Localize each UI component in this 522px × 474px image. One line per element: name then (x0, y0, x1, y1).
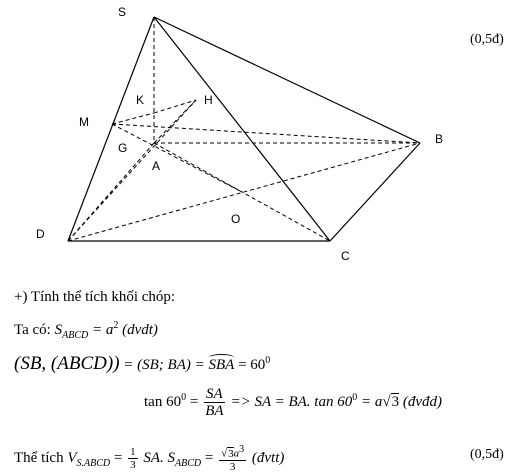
label-K: K (136, 93, 145, 107)
score-first: (0,5đ) (470, 32, 504, 47)
score-second: (0,5đ) (470, 447, 504, 462)
angle-arc: SBA (208, 357, 235, 373)
line-tan: $\tan 60^0$ = $\frac{SA}{BA}$ => SA = BA. $\tan 60^0 = a√3$ (đvđd) (144, 386, 442, 419)
label-M: M (79, 115, 89, 129)
tan-frac-num: SA (206, 386, 223, 402)
volume-subscript: S.ABCD (76, 457, 111, 469)
heading-volume (14, 289, 175, 306)
diag-AC (154, 143, 330, 241)
angle-rhs: = 60 (238, 357, 266, 373)
volume-eq1: = (113, 449, 123, 466)
tan-unit: (đvđd) (402, 393, 442, 410)
line-volume (14, 444, 284, 473)
volume-frac1-den: 3 (130, 458, 136, 471)
area-rhs: = a (91, 322, 114, 338)
label-D: D (36, 227, 45, 241)
diag-DB (68, 143, 420, 241)
tan-degree-2: 0 (352, 391, 358, 403)
volume-eq2: = (204, 449, 214, 466)
ta-co: Ta có: (14, 322, 51, 338)
seg-MO (112, 124, 242, 192)
line-angle (14, 354, 270, 374)
heading-text: +) Tính thể tích khối chóp: (14, 289, 176, 305)
tan-implication: => SA = BA. tan 60 (230, 393, 353, 410)
label-O: O (231, 212, 241, 226)
seg-MB (112, 124, 420, 143)
label-H: H (204, 93, 213, 107)
area-power: 2 (113, 320, 119, 331)
volume-frac2-num: $√3a^3$ (221, 444, 245, 460)
edge-SB (154, 17, 420, 143)
volume-frac-2 (219, 444, 246, 473)
edge-AD (68, 143, 154, 241)
edge-SD (68, 17, 154, 241)
tan-lhs: tan 60 (144, 393, 182, 410)
tan-result: = a (360, 393, 383, 410)
volume-unit: (đvtt) (251, 449, 285, 466)
volume-area-subscript: ABCD (175, 457, 202, 469)
tan-frac-den: BA (205, 403, 224, 419)
volume-lead: Thể tích (14, 449, 64, 466)
seg-MK (112, 113, 154, 124)
label-B: B (435, 132, 444, 146)
line-area (14, 320, 158, 341)
label-S: S (118, 5, 127, 19)
tan-result-sqrt: 3 (391, 393, 400, 410)
label-A: A (152, 159, 161, 173)
label-G: G (118, 141, 128, 155)
label-C: C (341, 249, 350, 263)
area-symbol: S (54, 322, 63, 338)
angle-degree: 0 (265, 355, 271, 366)
angle-lhs: (SB, (ABCD)) (14, 353, 120, 374)
edge-CB (330, 143, 420, 241)
volume-frac-1 (128, 446, 138, 471)
edge-SC (154, 17, 330, 241)
area-unit: (dvdt) (122, 322, 158, 338)
tan-degree: 0 (181, 391, 187, 403)
volume-frac1-num: 1 (130, 445, 136, 458)
volume-mid: SA. S (143, 449, 175, 466)
volume-symbol: V (67, 449, 77, 466)
area-subscript: ABCD (62, 330, 89, 341)
tan-fraction (204, 386, 225, 419)
angle-mid: = (SB; BA) = (123, 357, 205, 373)
volume-frac2-den: 3 (229, 460, 236, 473)
